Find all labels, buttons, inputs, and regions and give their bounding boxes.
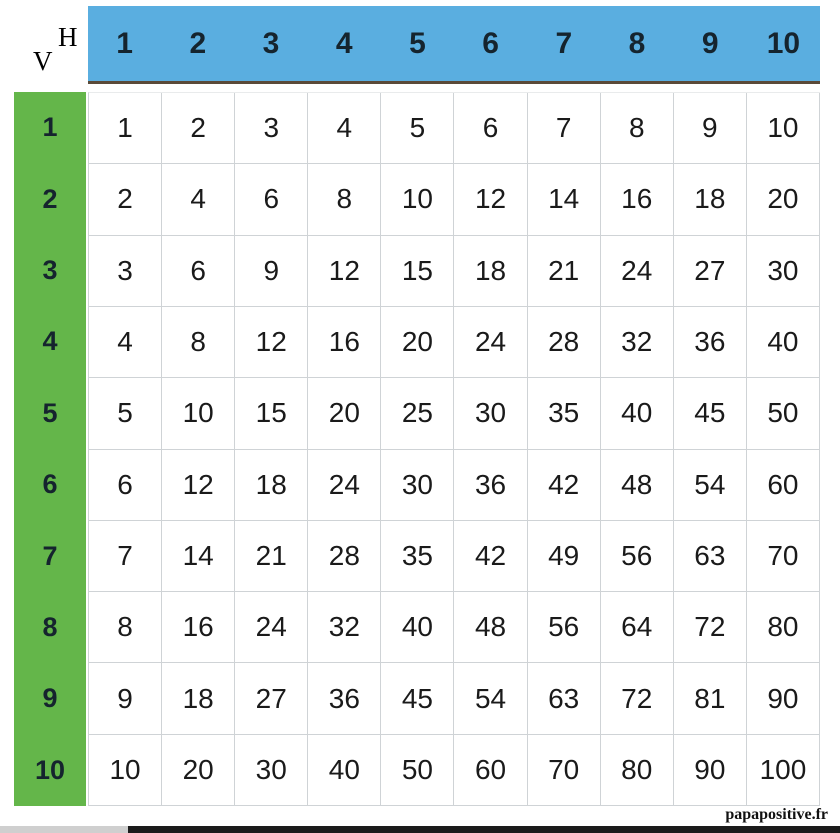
product-cell: 16 (308, 307, 381, 378)
row-header-cell: 2 (42, 183, 58, 214)
bottom-strip-highlight (0, 826, 128, 833)
product-cell: 54 (454, 663, 527, 734)
product-cell: 6 (162, 236, 235, 307)
product-cell: 54 (674, 450, 747, 521)
axis-legend (0, 0, 88, 88)
product-cell: 8 (601, 93, 674, 164)
row-header-cell: 6 (42, 469, 58, 500)
row-header-cell: 5 (42, 397, 58, 428)
product-cell: 4 (162, 164, 235, 235)
row-header-cell: 8 (42, 612, 58, 643)
row-header-cell: 1 (42, 112, 58, 143)
product-cell: 7 (89, 521, 162, 592)
product-cell: 45 (674, 378, 747, 449)
column-header-cell: 9 (701, 26, 719, 60)
horizontal-axis-label: H (58, 22, 78, 52)
product-cell: 10 (89, 735, 162, 806)
product-cell: 40 (308, 735, 381, 806)
product-cell: 3 (235, 93, 308, 164)
product-cell: 100 (747, 735, 820, 806)
column-header-cell: 5 (409, 26, 426, 60)
product-cell: 4 (89, 307, 162, 378)
product-cell: 64 (601, 592, 674, 663)
product-cell: 80 (601, 735, 674, 806)
product-cell: 35 (528, 378, 601, 449)
column-header-cell: 6 (482, 26, 499, 60)
product-cell: 35 (381, 521, 454, 592)
product-cell: 49 (528, 521, 601, 592)
product-cell: 32 (308, 592, 381, 663)
row-header-cell: 3 (42, 255, 58, 286)
product-cell: 20 (162, 735, 235, 806)
product-cell: 15 (381, 236, 454, 307)
product-cell: 14 (528, 164, 601, 235)
product-cell: 30 (235, 735, 308, 806)
product-cell: 2 (89, 164, 162, 235)
product-cell: 81 (674, 663, 747, 734)
product-cell: 72 (674, 592, 747, 663)
product-cell: 5 (89, 378, 162, 449)
product-cell: 48 (454, 592, 527, 663)
product-cell: 28 (528, 307, 601, 378)
product-cell: 70 (528, 735, 601, 806)
row-header-column (14, 92, 86, 806)
product-cell: 36 (674, 307, 747, 378)
product-cell: 28 (308, 521, 381, 592)
product-cell: 30 (454, 378, 527, 449)
product-cell: 24 (601, 236, 674, 307)
bottom-strip (0, 826, 840, 833)
product-cell: 5 (381, 93, 454, 164)
row-header-cell: 7 (42, 540, 58, 571)
column-header-cell: 1 (116, 26, 133, 60)
product-cell: 60 (747, 450, 820, 521)
product-cell: 40 (381, 592, 454, 663)
product-cell: 70 (747, 521, 820, 592)
product-cell: 60 (454, 735, 527, 806)
product-cell: 30 (381, 450, 454, 521)
product-cell: 20 (308, 378, 381, 449)
product-cell: 90 (747, 663, 820, 734)
product-cell: 20 (381, 307, 454, 378)
product-cell: 27 (235, 663, 308, 734)
product-cell: 72 (601, 663, 674, 734)
credit-text: papapositive.fr (725, 806, 828, 823)
product-cell: 8 (308, 164, 381, 235)
product-cell: 6 (89, 450, 162, 521)
product-cell: 36 (454, 450, 527, 521)
product-cell: 3 (89, 236, 162, 307)
product-cell: 18 (162, 663, 235, 734)
product-cell: 12 (162, 450, 235, 521)
product-cell: 7 (528, 93, 601, 164)
product-cell: 20 (747, 164, 820, 235)
product-cell: 2 (162, 93, 235, 164)
product-cell: 63 (674, 521, 747, 592)
product-cell: 12 (454, 164, 527, 235)
product-cell: 42 (528, 450, 601, 521)
multiplication-grid (88, 92, 820, 806)
column-header-cell: 8 (628, 26, 646, 60)
product-cell: 18 (454, 236, 527, 307)
product-cell: 42 (454, 521, 527, 592)
product-cell: 27 (674, 236, 747, 307)
product-cell: 80 (747, 592, 820, 663)
column-header-cell: 10 (766, 26, 801, 60)
product-cell: 9 (235, 236, 308, 307)
product-cell: 18 (235, 450, 308, 521)
row-header-cell: 9 (42, 683, 58, 714)
product-cell: 16 (601, 164, 674, 235)
row-header-cell: 10 (34, 754, 66, 785)
column-header-cell: 2 (189, 26, 207, 60)
product-cell: 45 (381, 663, 454, 734)
product-cell: 6 (235, 164, 308, 235)
product-cell: 25 (381, 378, 454, 449)
product-cell: 1 (89, 93, 162, 164)
product-cell: 48 (601, 450, 674, 521)
product-cell: 21 (528, 236, 601, 307)
product-cell: 8 (89, 592, 162, 663)
product-cell: 90 (674, 735, 747, 806)
product-cell: 63 (528, 663, 601, 734)
product-cell: 50 (747, 378, 820, 449)
product-cell: 40 (747, 307, 820, 378)
product-cell: 56 (528, 592, 601, 663)
column-header-cell: 4 (335, 26, 353, 60)
product-cell: 12 (308, 236, 381, 307)
column-header-row (88, 6, 820, 84)
product-cell: 4 (308, 93, 381, 164)
product-cell: 40 (601, 378, 674, 449)
product-cell: 14 (162, 521, 235, 592)
product-cell: 56 (601, 521, 674, 592)
product-cell: 9 (89, 663, 162, 734)
product-cell: 50 (381, 735, 454, 806)
column-header-cell: 7 (555, 26, 573, 60)
product-cell: 9 (674, 93, 747, 164)
product-cell: 36 (308, 663, 381, 734)
product-cell: 21 (235, 521, 308, 592)
product-cell: 6 (454, 93, 527, 164)
product-cell: 24 (454, 307, 527, 378)
product-cell: 8 (162, 307, 235, 378)
row-header-cell: 4 (42, 326, 58, 357)
product-cell: 24 (308, 450, 381, 521)
product-cell: 10 (747, 93, 820, 164)
product-cell: 30 (747, 236, 820, 307)
product-cell: 32 (601, 307, 674, 378)
product-cell: 12 (235, 307, 308, 378)
product-cell: 15 (235, 378, 308, 449)
vertical-axis-label: V (33, 46, 53, 76)
product-cell: 18 (674, 164, 747, 235)
product-cell: 10 (162, 378, 235, 449)
product-cell: 10 (381, 164, 454, 235)
column-header-cell: 3 (262, 26, 280, 60)
product-cell: 16 (162, 592, 235, 663)
product-cell: 24 (235, 592, 308, 663)
